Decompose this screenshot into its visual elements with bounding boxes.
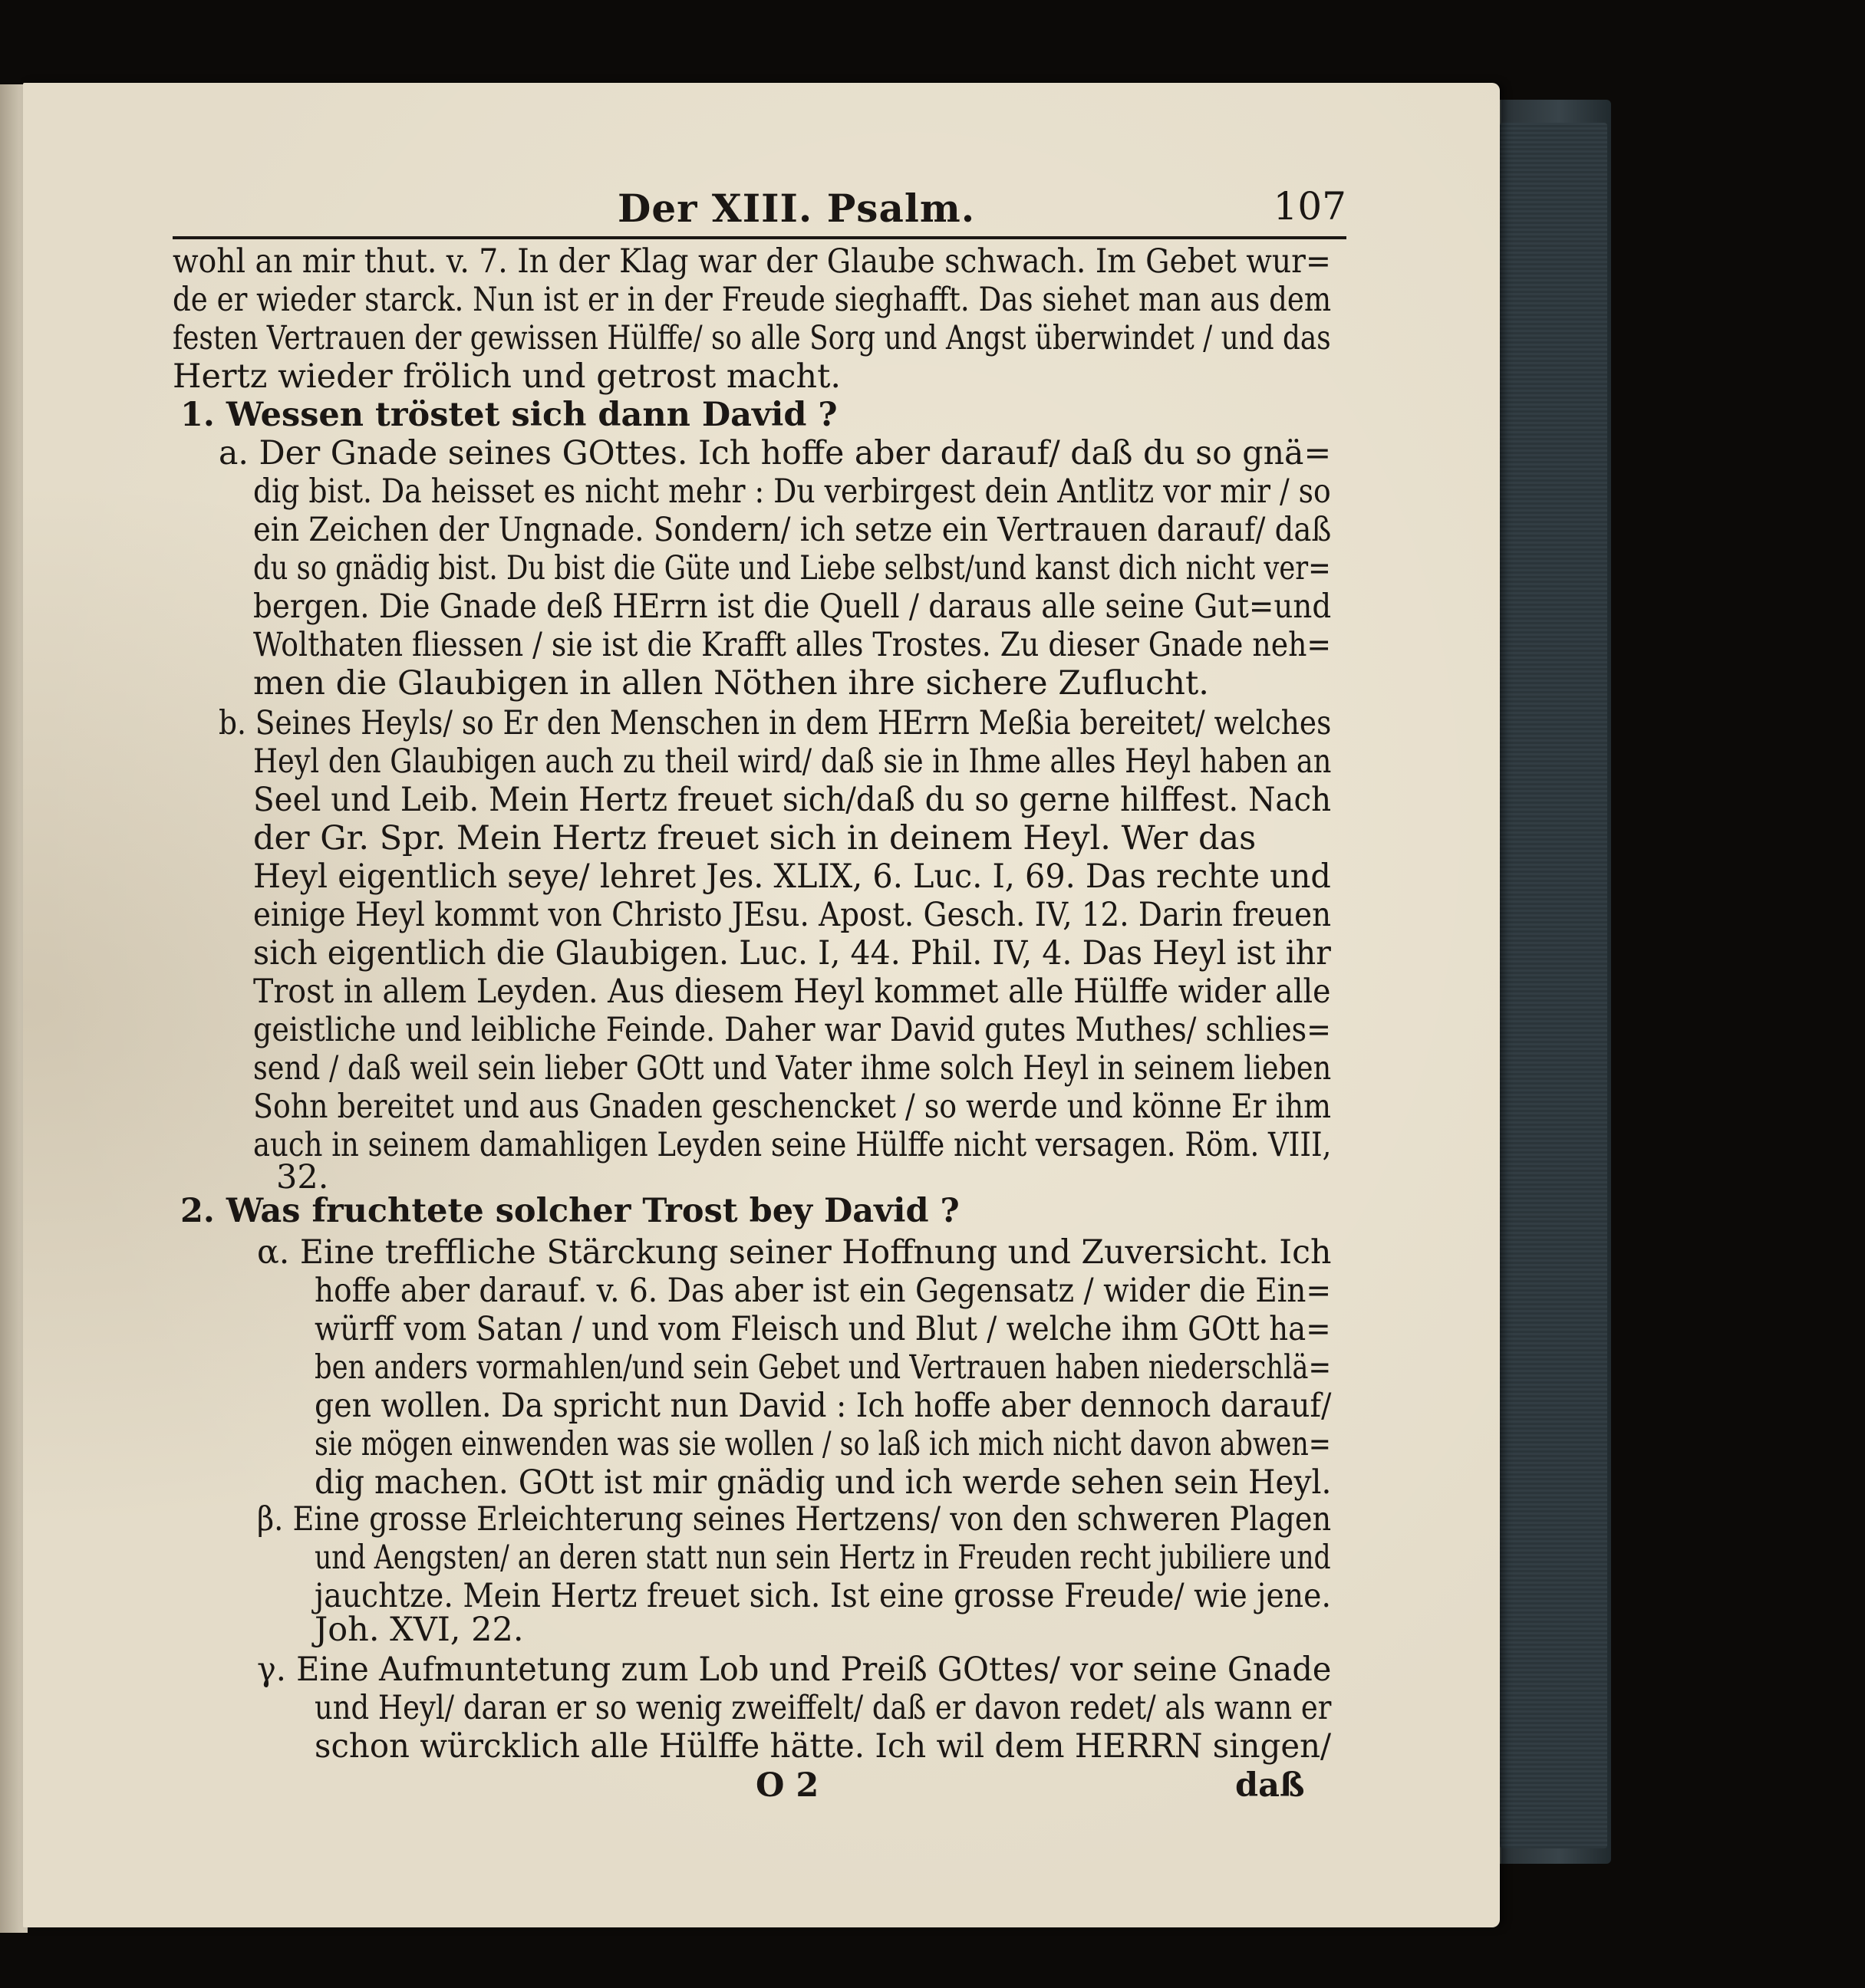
text-line: dig machen. GOtt ist mir gnädig und ich werde sehen sein Heyl.	[315, 1463, 1332, 1502]
page-body	[23, 83, 1500, 1927]
question-heading: 1. Wessen tröstet sich dann David ?	[180, 396, 838, 434]
text-line: send / daß weil sein lieber GOtt und Vater ihme solch Heyl in seinem lieben	[253, 1049, 1332, 1088]
text-line: Sohn bereitet und aus Gnaden geschencket / so werde und könne Er ihm	[253, 1088, 1332, 1126]
text-line: jauchtze. Mein Hertz freuet sich. Ist eine grosse Freude/ wie jene.	[315, 1577, 1331, 1615]
book-cover-edge	[1500, 123, 1607, 1848]
text-line: geistliche und leibliche Feinde. Daher war David gutes Muthes/ schlies=	[253, 1011, 1332, 1049]
text-line: γ. Eine Aufmuntetung zum Lob und Preiß GOttes/ vor seine Gnade	[257, 1651, 1332, 1689]
text-line: ein Zeichen der Ungnade. Sondern/ ich setze ein Vertrauen darauf/ daß	[253, 511, 1332, 549]
page	[23, 83, 1500, 1927]
text-line: sich eigentlich die Glaubigen. Luc. I, 44. Phil. IV, 4. Das Heyl ist ihr	[253, 934, 1331, 973]
text-line: de er wieder starck. Nun ist er in der Freude sieghafft. Das siehet man aus dem	[173, 281, 1332, 319]
text-line: und Aengsten/ an deren statt nun sein Hertz in Freuden recht jubiliere und	[315, 1539, 1331, 1577]
text-line: der Gr. Spr. Mein Hertz freuet sich in deinem Heyl. Wer das	[253, 819, 1257, 857]
text-line: 32.	[276, 1158, 329, 1196]
question-heading: 2. Was fruchtete solcher Trost bey David ?	[180, 1192, 960, 1230]
text-line: Trost in allem Leyden. Aus diesem Heyl kommet alle Hülffe wider alle	[253, 973, 1331, 1011]
text-line: ben anders vormahlen/und sein Gebet und Vertrauen haben niederschlä=	[315, 1348, 1332, 1387]
text-line: a. Der Gnade seines GOttes. Ich hoffe aber darauf/ daß du so gnä=	[219, 434, 1332, 472]
text-line: und Heyl/ daran er so wenig zweiffelt/ daß er davon redet/ als wann er	[315, 1689, 1332, 1727]
text-line: Heyl den Glaubigen auch zu theil wird/ daß sie in Ihme alles Heyl haben an	[253, 742, 1332, 781]
text-line: Joh. XVI, 22.	[315, 1611, 524, 1649]
text-line: β. Eine grosse Erleichterung seines Hertzens/ von den schweren Plagen	[257, 1500, 1332, 1539]
text-line: würff vom Satan / und vom Fleisch und Blut / welche ihm GOtt ha=	[315, 1310, 1331, 1348]
text-line: Hertz wieder frölich und getrost macht.	[173, 357, 842, 396]
text-line: hoffe aber darauf. v. 6. Das aber ist ein Gegensatz / wider die Ein=	[315, 1272, 1332, 1310]
text-line: bergen. Die Gnade deß HErrn ist die Quell / daraus alle seine Gut=und	[253, 588, 1332, 626]
text-line: festen Vertrauen der gewissen Hülffe/ so alle Sorg und Angst überwindet / und das	[173, 319, 1331, 357]
signature-mark: O 2	[756, 1766, 819, 1805]
text-line: auch in seinem damahligen Leyden seine Hülffe nicht versagen. Röm. VIII,	[253, 1126, 1332, 1164]
text-line: schon würcklich alle Hülffe hätte. Ich wil dem HERRN singen/	[315, 1727, 1332, 1766]
text-line: gen wollen. Da spricht nun David : Ich hoffe aber dennoch darauf/	[315, 1387, 1332, 1425]
text-line: du so gnädig bist. Du bist die Güte und Liebe selbst/und kanst dich nicht ver=	[253, 549, 1331, 588]
text-line: dig bist. Da heisset es nicht mehr : Du verbirgest dein Antlitz vor mir / so	[253, 472, 1331, 511]
text-line: wohl an mir thut. v. 7. In der Klag war der Glaube schwach. Im Gebet wur=	[173, 242, 1331, 281]
text-line: Heyl eigentlich seye/ lehret Jes. XLIX, 6. Luc. I, 69. Das rechte und	[253, 857, 1331, 896]
page-number: 107	[1273, 184, 1346, 229]
text-line: α. Eine treffliche Stärckung seiner Hoffnung und Zuversicht. Ich	[257, 1233, 1332, 1272]
text-line: b. Seines Heyls/ so Er den Menschen in dem HErrn Meßia bereitet/ welches	[219, 704, 1332, 742]
text-line: Wolthaten fliessen / sie ist die Krafft alles Trostes. Zu dieser Gnade neh=	[253, 626, 1332, 664]
catchword: daß	[1235, 1766, 1305, 1805]
text-line: men die Glaubigen in allen Nöthen ihre sichere Zuflucht.	[253, 664, 1209, 703]
running-title: Der XIII. Psalm.	[618, 186, 976, 231]
text-line: sie mögen einwenden was sie wollen / so laß ich mich nicht davon abwen=	[315, 1425, 1331, 1463]
text-line: Seel und Leib. Mein Hertz freuet sich/daß du so gerne hilffest. Nach	[253, 781, 1332, 819]
text-line: einige Heyl kommt von Christo JEsu. Apost. Gesch. IV, 12. Darin freuen	[253, 896, 1332, 934]
